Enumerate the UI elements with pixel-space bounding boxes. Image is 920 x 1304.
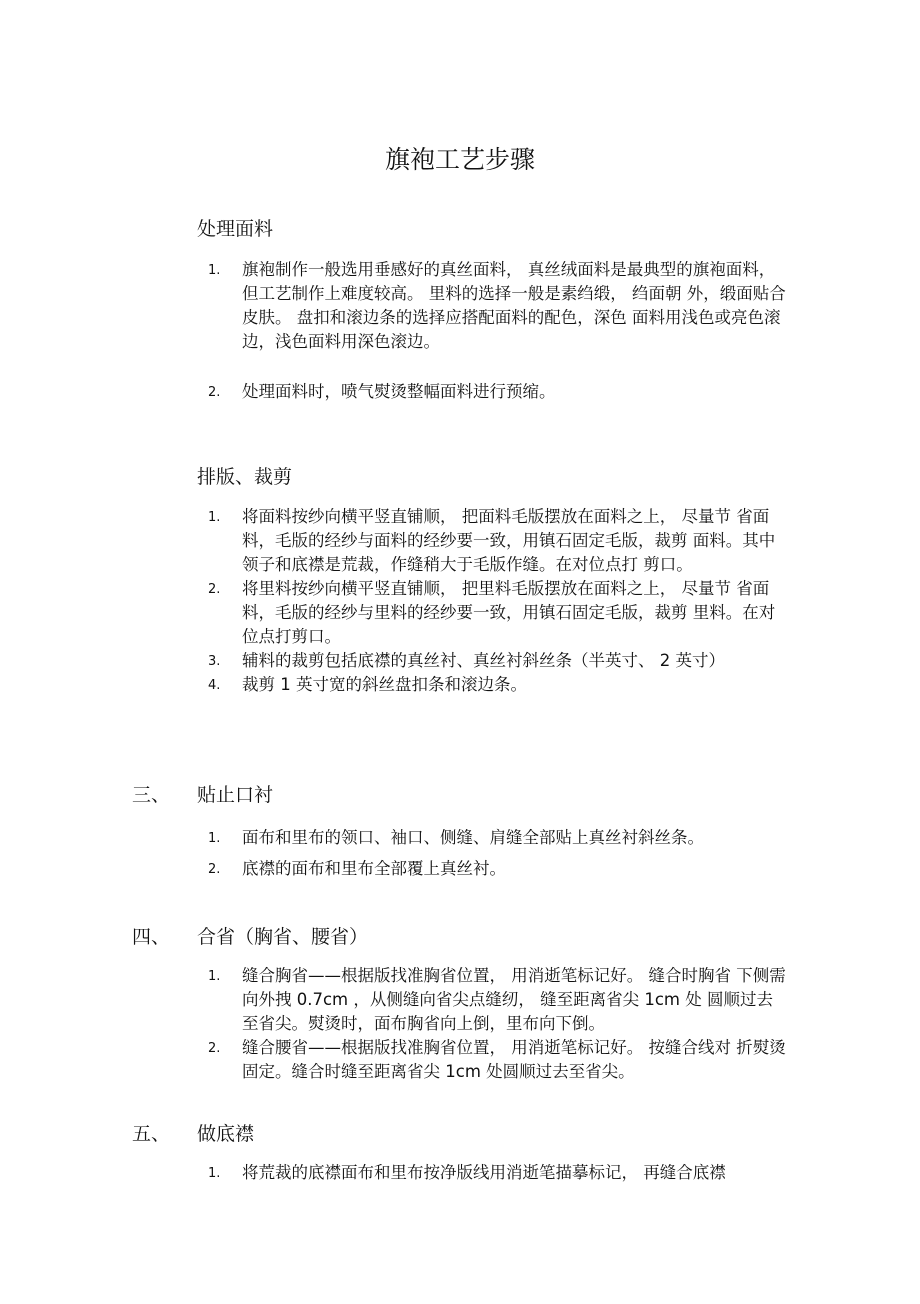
list-item: 2. 将里料按纱向横平竖直铺顺， 把里料毛版摆放在面料之上， 尽量节 省面料，毛版的经纱与里料的经纱要一致，用镇石固定毛版，裁剪 里料。在对位点打剪口。 [208,579,776,646]
section-list [0,505,787,697]
page-title: 旗袍工艺步骤 [384,145,535,174]
section-list [0,826,787,881]
list-item: 1. 缝合胸省——根据版找准胸省位置， 用消逝笔标记好。 缝合时胸省 下侧需向外拽 0.7cm ，从侧缝向省尖点缝纫， 缝至距离省尖 1cm 处 圆顺过去至省尖。熨烫时，面布胸省向上倒，里布向下倒。 [208,966,786,1033]
list-item: 1. 旗袍制作一般选用垂感好的真丝面料， 真丝绒面料是最典型的旗袍面料， 但工艺制作上难度较高。 里料的选择一般是素绉缎， 绉面朝 外，缎面贴合皮肤。 盘扣和滚边条的选择应搭配面料的配色，深色 面料用浅色或亮色滚边，浅色面料用深色滚边。 [208,260,786,351]
list-item: 1. 将面料按纱向横平竖直铺顺， 把面料毛版摆放在面料之上， 尽量节 省面料，毛版的经纱与面料的经纱要一致，用镇石固定毛版，裁剪 面料。其中领子和底襟是荒裁，作缝稍大于毛版作缝。在对位点打 剪口。 [208,507,776,574]
list-item: 2. 底襟的面布和里布全部覆上真丝衬。 [208,859,506,878]
list-item: 2. 处理面料时，喷气熨烫整幅面料进行预缩。 [208,382,556,401]
section-list [0,1161,787,1185]
section-list [0,258,787,404]
list-item: 1. 面布和里布的领口、袖口、侧缝、肩缝全部贴上真丝衬斜丝条。 [208,828,704,847]
section-list [0,964,787,1084]
list-item: 3. 辅料的裁剪包括底襟的真丝衬、真丝衬斜丝条（半英寸、 2 英寸） [208,651,725,670]
list-item: 2. 缝合腰省——根据版找准胸省位置， 用消逝笔标记好。 按缝合线对 折熨烫固定。缝合时缝至距离省尖 1cm 处圆顺过去至省尖。 [208,1038,786,1081]
list-item: 4. 裁剪 1 英寸宽的斜丝盘扣条和滚边条。 [208,675,527,694]
list-item: 1. 将荒裁的底襟面布和里布按净版线用消逝笔描摹标记， 再缝合底襟 [208,1163,726,1182]
